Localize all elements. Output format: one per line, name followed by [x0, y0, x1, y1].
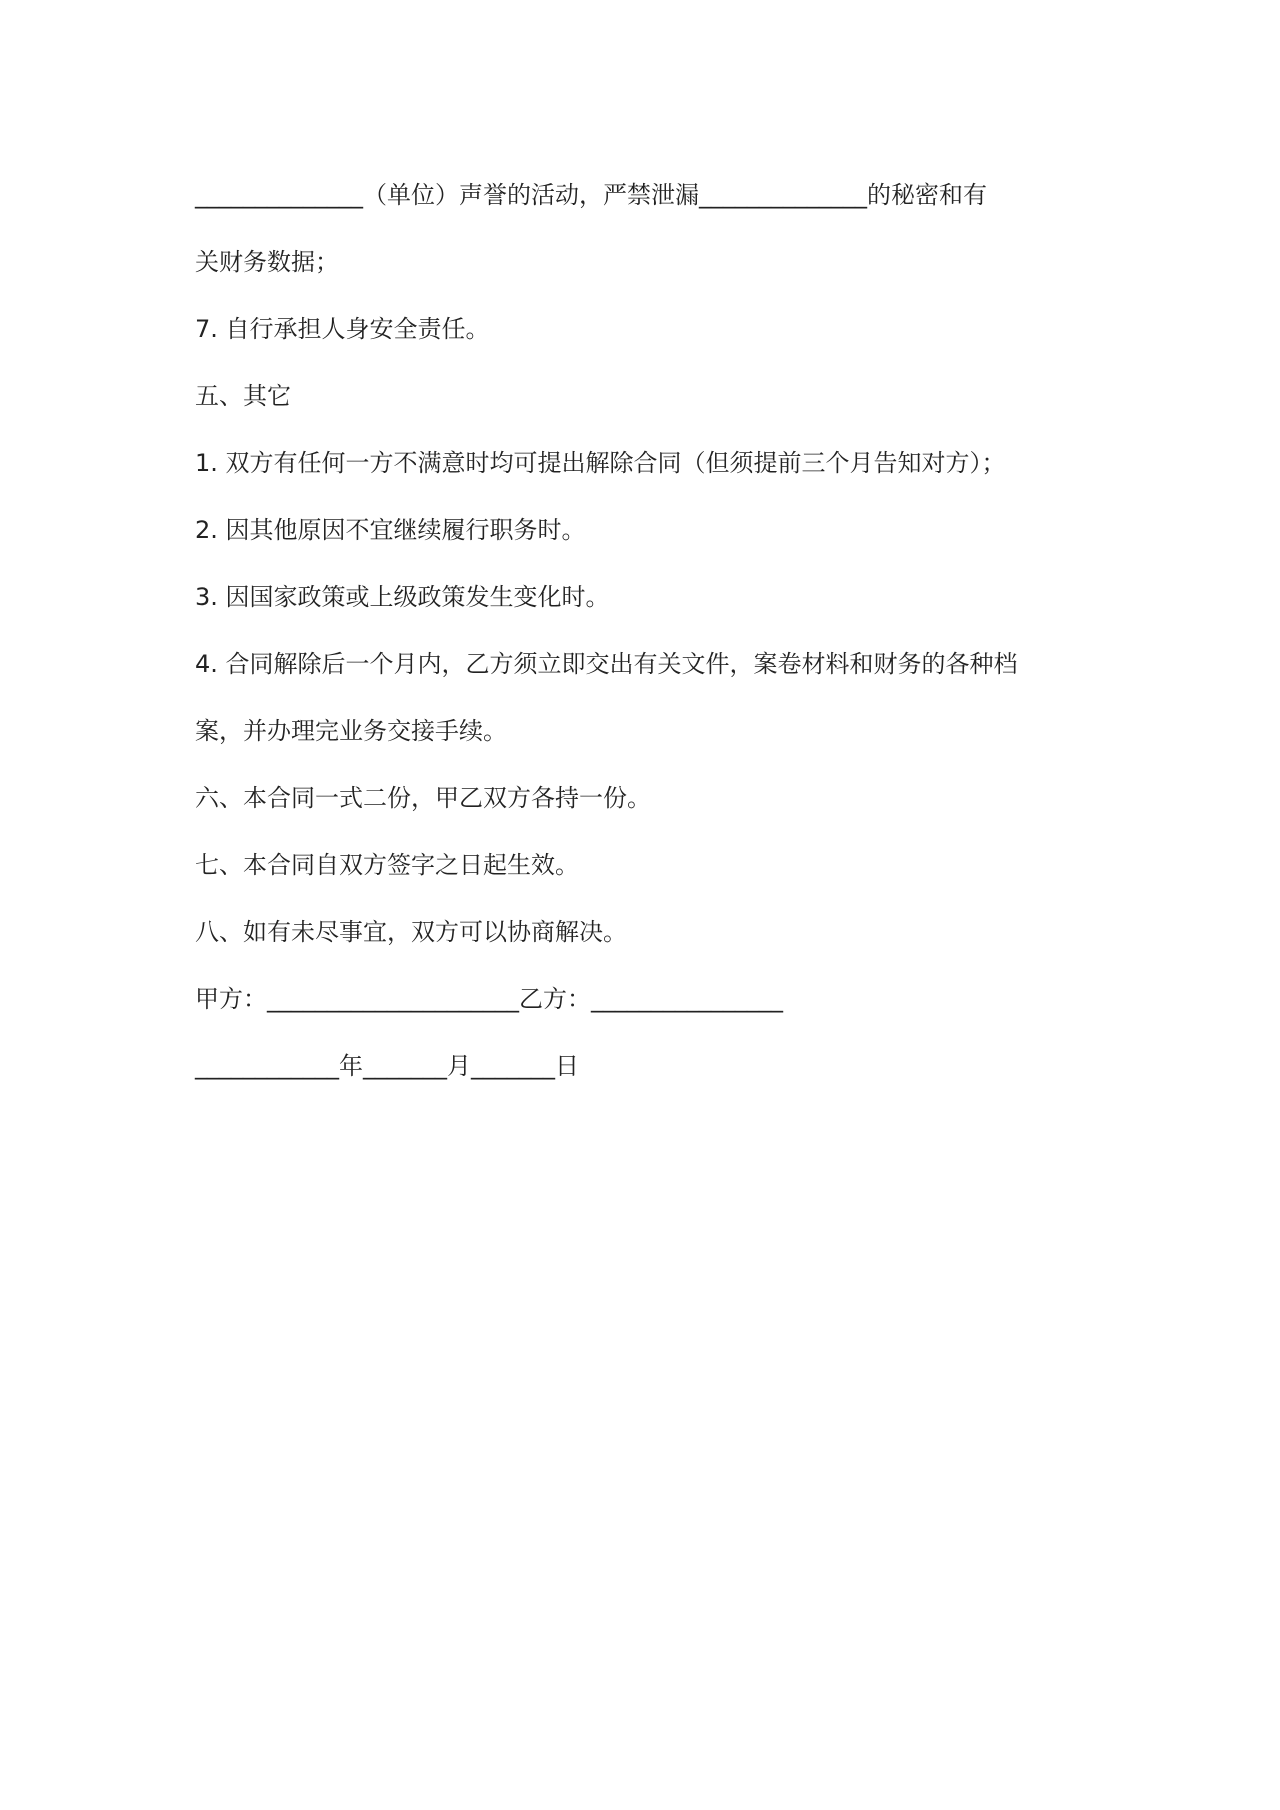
section-6-copies: 六、本合同一式二份，甲乙双方各持一份。	[195, 784, 651, 812]
section-7-effective: 七、本合同自双方签字之日起生效。	[195, 851, 579, 879]
clause-confidentiality-line-1: ______________（单位）声誉的活动，严禁泄漏______________的秘密和有	[195, 181, 987, 209]
section-5-item-4-line-2: 案，并办理完业务交接手续。	[195, 717, 507, 745]
clause-7-personal-safety: 7. 自行承担人身安全责任。	[195, 315, 490, 343]
document-body	[195, 162, 1095, 1100]
clause-confidentiality-line-2: 关财务数据；	[195, 248, 339, 276]
section-5-item-2: 2. 因其他原因不宜继续履行职务时。	[195, 516, 586, 544]
signature-line: 甲方：_____________________乙方：________________	[195, 985, 783, 1013]
section-5-item-4-line-1: 4. 合同解除后一个月内，乙方须立即交出有关文件，案卷材料和财务的各种档	[195, 650, 1018, 678]
section-8-negotiation: 八、如有未尽事宜，双方可以协商解决。	[195, 918, 627, 946]
section-5-item-3: 3. 因国家政策或上级政策发生变化时。	[195, 583, 610, 611]
section-5-item-1: 1. 双方有任何一方不满意时均可提出解除合同（但须提前三个月告知对方）；	[195, 449, 1006, 477]
date-line: ____________年_______月_______日	[195, 1052, 579, 1080]
section-5-heading: 五、其它	[195, 382, 291, 410]
